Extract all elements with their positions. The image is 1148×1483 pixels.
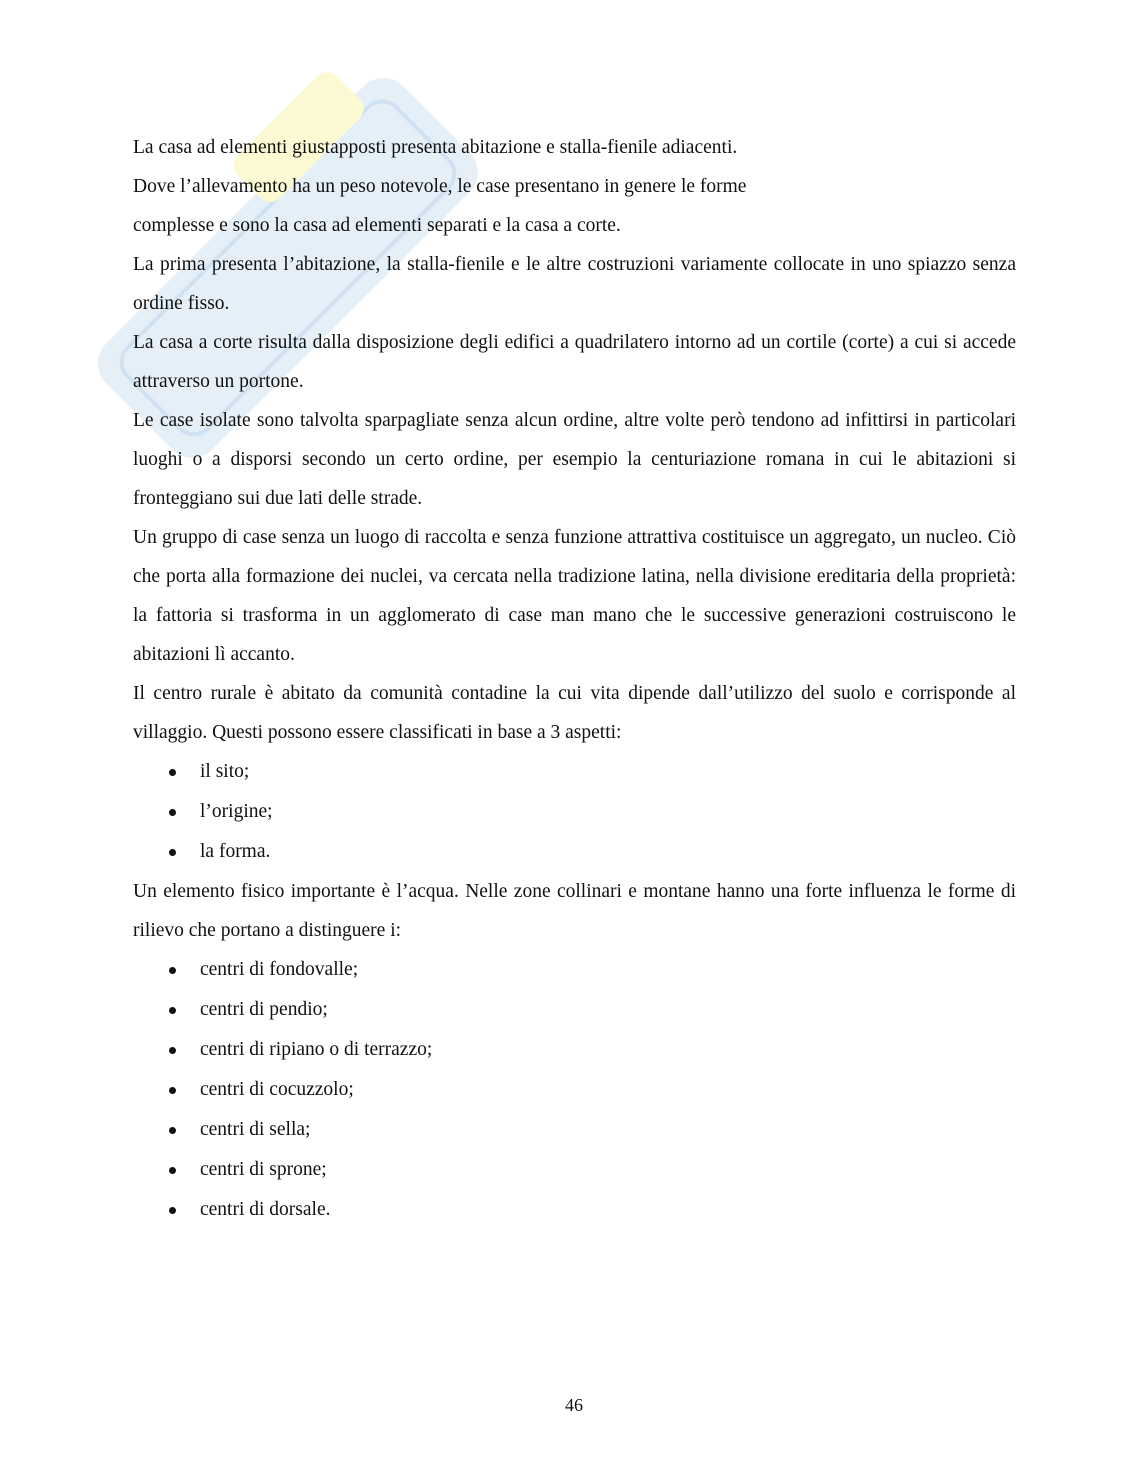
bullet-icon xyxy=(169,849,176,856)
list-item: centri di dorsale. xyxy=(133,1190,1016,1230)
paragraph: La prima presenta l’abitazione, la stalla-fienile e le altre costruzioni variamente collocate in uno spiazzo senza ordine fisso. xyxy=(133,254,1016,314)
list-item: centri di pendio; xyxy=(133,990,1016,1030)
paragraph: Il centro rurale è abitato da comunità contadine la cui vita dipende dall’utilizzo del suolo e corrisponde al villaggio. Questi possono essere classificati in base a 3 aspetti: xyxy=(133,683,1016,743)
bullet-icon xyxy=(169,769,176,776)
bullet-icon xyxy=(169,1207,176,1214)
paragraph: La casa a corte risulta dalla disposizione degli edifici a quadrilatero intorno ad un cortile (corte) a cui si accede attraverso un portone. xyxy=(133,332,1016,392)
document-body xyxy=(133,128,1016,1230)
list-item: centri di ripiano o di terrazzo; xyxy=(133,1030,1016,1070)
paragraph: Un elemento fisico importante è l’acqua. Nelle zone collinari e montane hanno una forte influenza le forme di rilievo che portano a distinguere i: xyxy=(133,881,1016,941)
centers-list xyxy=(133,950,1016,1230)
bullet-icon xyxy=(169,809,176,816)
paragraph: Le case isolate sono talvolta sparpagliate senza alcun ordine, altre volte però tendono ad infittirsi in particolari luoghi o a disporsi secondo un certo ordine, per esempio la centuriazione romana in cui le abitazioni si fronteggiano sui due lati delle strade. xyxy=(133,410,1016,509)
bullet-icon xyxy=(169,1007,176,1014)
list-item: centri di sprone; xyxy=(133,1150,1016,1190)
bullet-icon xyxy=(169,1087,176,1094)
aspects-list xyxy=(133,752,1016,872)
paragraph: Un gruppo di case senza un luogo di raccolta e senza funzione attrattiva costituisce un aggregato, un nucleo. Ciò che porta alla formazione dei nuclei, va cercata nella tradizione latina, nella divisione ereditaria della proprietà: la fattoria si trasforma in un agglomerato di case man mano che le successive generazioni costruiscono le abitazioni lì accanto. xyxy=(133,527,1016,665)
list-item: il sito; xyxy=(133,752,1016,792)
list-item: la forma. xyxy=(133,832,1016,872)
page-number: 46 xyxy=(565,1395,583,1415)
paragraph: complesse e sono la casa ad elementi separati e la casa a corte. xyxy=(133,215,621,236)
bullet-icon xyxy=(169,1127,176,1134)
list-item: l’origine; xyxy=(133,792,1016,832)
bullet-icon xyxy=(169,1167,176,1174)
paragraph: La casa ad elementi giustapposti presenta abitazione e stalla-fienile adiacenti. xyxy=(133,137,738,158)
bullet-icon xyxy=(169,967,176,974)
list-item: centri di sella; xyxy=(133,1110,1016,1150)
list-item: centri di fondovalle; xyxy=(133,950,1016,990)
bullet-icon xyxy=(169,1047,176,1054)
list-item: centri di cocuzzolo; xyxy=(133,1070,1016,1110)
paragraph: Dove l’allevamento ha un peso notevole, le case presentano in genere le forme xyxy=(133,176,747,197)
